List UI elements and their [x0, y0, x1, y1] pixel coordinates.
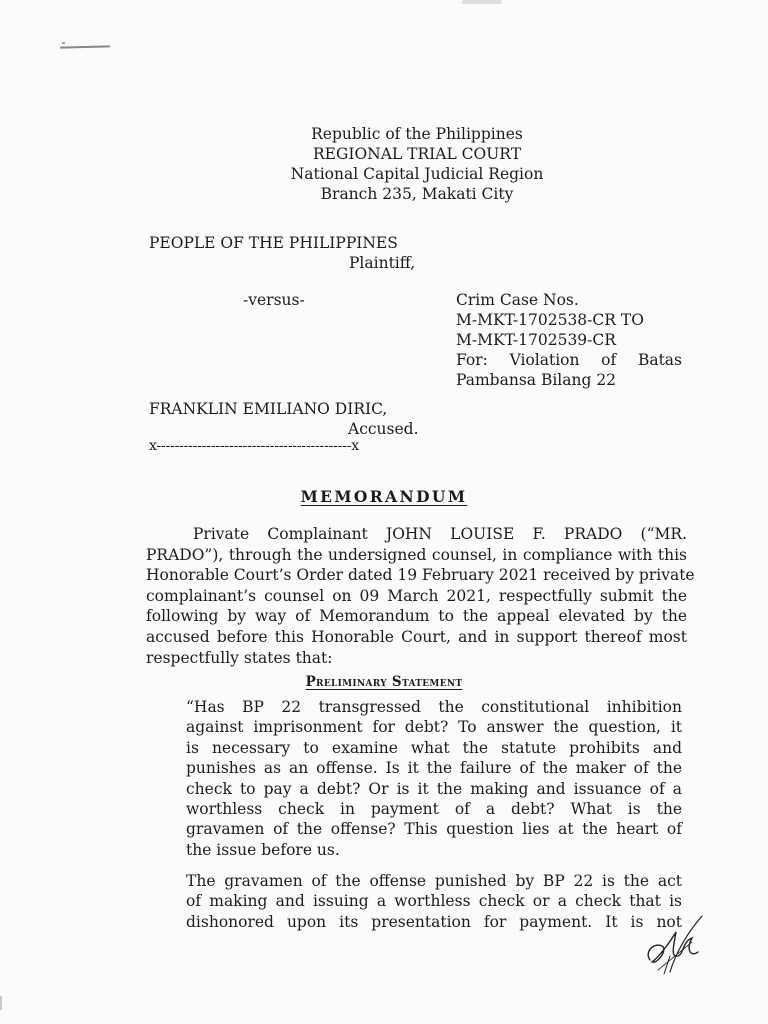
header-region: National Capital Judicial Region — [290, 165, 544, 183]
case-number-block — [456, 290, 682, 390]
case-line: M-MKT-1702538-CR TO — [456, 311, 644, 329]
accused-role: Accused. — [348, 420, 419, 438]
scan-mark — [62, 42, 65, 44]
quote-line: of making and issuing a worthless check or a check that is — [186, 892, 682, 911]
court-header — [200, 124, 634, 204]
paragraph-line: complainant’s counsel on 09 March 2021, respectfully submit the — [146, 586, 687, 605]
quote-line: “Has BP 22 transgressed the constitutional inhibition — [186, 698, 682, 716]
caption-separator: x-------------------------------------------x — [149, 438, 359, 454]
quote-line: gravamen of the offense? This question lies at the heart of — [186, 820, 682, 839]
intro-paragraph — [146, 524, 695, 668]
versus-label: -versus- — [243, 291, 305, 309]
header-court: REGIONAL TRIAL COURT — [312, 145, 522, 163]
scan-mark-line — [60, 45, 110, 48]
case-for-line-2: Pambansa Bilang 22 — [456, 371, 617, 389]
quote-line: the issue before us. — [186, 840, 340, 859]
case-line: M-MKT-1702539-CR — [456, 331, 616, 349]
for-word: Batas — [637, 351, 682, 369]
quote-line: punishes as an offense. Is it the failure of the maker of the — [186, 759, 682, 778]
paragraph-line: Honorable Court’s Order dated 19 February 2021 received by private — [146, 566, 695, 585]
case-line: Crim Case Nos. — [456, 291, 579, 309]
quote-line: is necessary to examine what the statute prohibits and — [186, 738, 682, 757]
signature-initials — [640, 912, 710, 992]
block-quote-2 — [186, 871, 682, 932]
header-republic: Republic of the Philippines — [311, 125, 523, 143]
document-title: MEMORANDUM — [300, 487, 468, 506]
paragraph-line: respectfully states that: — [146, 648, 333, 667]
paragraph-line: PRADO”), through the undersigned counsel, in compliance with this — [146, 545, 687, 564]
paragraph-line: accused before this Honorable Court, and in support thereof most — [146, 627, 687, 646]
scan-smudge — [462, 0, 502, 4]
accused-name: FRANKLIN EMILIANO DIRIC, — [149, 400, 388, 418]
for-word: For: — [456, 351, 488, 369]
quote-line: check to pay a debt? Or is it the making and issuance of a — [186, 779, 682, 798]
block-quote-1 — [186, 697, 682, 860]
section-heading: Preliminary Statement — [305, 674, 463, 690]
paragraph-line: Private Complainant JOHN LOUISE F. PRADO (“MR. — [193, 525, 687, 543]
header-branch: Branch 235, Makati City — [320, 185, 514, 203]
plaintiff-name: PEOPLE OF THE PHILIPPINES — [149, 234, 398, 252]
for-word: Violation — [509, 351, 580, 369]
for-word: of — [601, 351, 617, 369]
quote-line: against imprisonment for debt? To answer the question, it — [186, 718, 682, 737]
case-for-line — [456, 350, 682, 370]
paragraph-line: following by way of Memorandum to the appeal elevated by the — [146, 607, 687, 626]
quote-line: dishonored upon its presentation for payment. It is not — [186, 912, 682, 931]
plaintiff-role: Plaintiff, — [349, 254, 416, 272]
quote-line: The gravamen of the offense punished by BP 22 is the act — [186, 872, 682, 890]
scan-edge-mark — [0, 996, 2, 1010]
quote-line: worthless check in payment of a debt? What is the — [186, 800, 682, 819]
